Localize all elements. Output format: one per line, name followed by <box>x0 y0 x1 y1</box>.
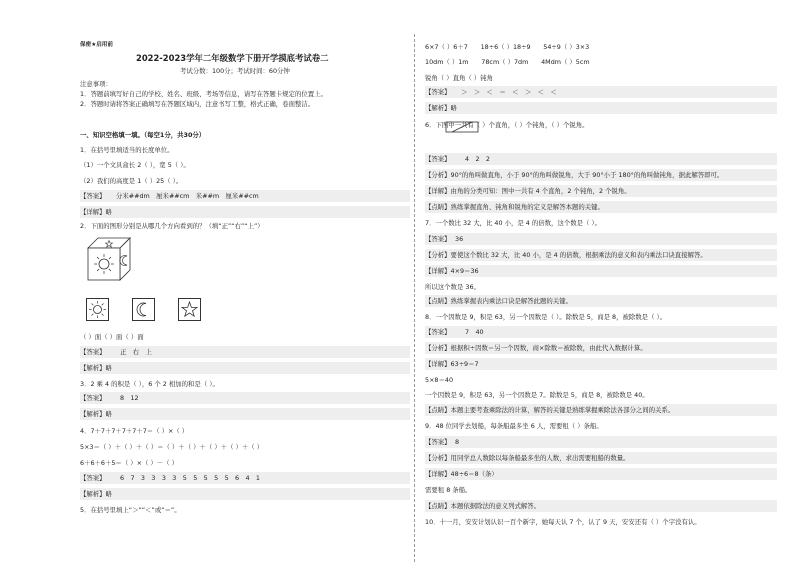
detail-text: 【详解】4×9＝36 <box>425 267 479 275</box>
question-blanks: （ ）面（ ）面（ ）面 <box>80 333 144 341</box>
question-sub: （2）我们的高度是 1（ ）25（ ）。 <box>80 177 183 185</box>
point-text: 【点睛】本题依据除法的意义列式解答。 <box>425 502 541 510</box>
question-sub: （1）一个文具盒长 2（ ），宽 5（ ）。 <box>80 161 190 169</box>
detail-row <box>425 265 777 277</box>
answer-label: 【答案】 <box>80 394 106 402</box>
detail-row <box>425 468 777 480</box>
point-text: 【点睛】熟练掌握表内乘法口诀是解答此题的关键。 <box>425 297 572 305</box>
answer-text: ＞ ＞ ＜ ＝ ＜ ＞ ＜ ＜ <box>461 88 557 96</box>
analysis-text: 【分析】根据积÷因数＝另一个因数，商×除数＝被除数，由此代入数据计算。 <box>425 344 647 352</box>
analysis-text: 【分析】用同学总人数除以每条船最多坐的人数，求出需要租船的数量。 <box>425 454 630 462</box>
result-text: 需要租 8 条船。 <box>425 486 472 494</box>
question-stem: 7．一个数比 32 大，比 40 小，是 4 的倍数，这个数是（ ）。 <box>425 219 602 227</box>
result-text: 所以这个数是 36。 <box>425 283 480 291</box>
question-stem: 2．下面的图形分别是从哪几个方向看到的？（填“正”“右”“上”） <box>80 222 264 230</box>
sun-icon <box>87 299 108 320</box>
analysis-text: 【分析】要使这个数比 32 大，比 40 小，是 4 的倍数，根据乘法的意义和表内乘法口诀直接解答。 <box>425 251 707 259</box>
analysis-text: 【分析】90°的角叫做直角，小于 90°的角叫做锐角，大于 90°小于 180°的角叫做钝角，据此解答即可。 <box>425 171 724 179</box>
answer-text: 36 <box>455 235 464 243</box>
question-stem: 4．7＋7＋7＋7＋7＋7＝（ ）×（ ） <box>80 427 189 435</box>
compare-row: 10dm（ ）1m 78cm（ ）7dm 4Mdm（ ）5cm <box>425 58 590 66</box>
question-stem: 9．48 位同学去划船，每条船最多坐 6 人，需要租（ ）条船。 <box>425 422 603 430</box>
detail-text: 【详解】48÷6＝8（条） <box>425 470 498 478</box>
detail-text: 【解析】略 <box>425 104 457 112</box>
answer-text: 7 40 <box>465 328 484 336</box>
star-icon <box>179 299 200 320</box>
question-stem: 1．在括号里填适当的长度单位。 <box>80 146 174 154</box>
detail-text: 【解析】略 <box>80 364 112 372</box>
detail-text: 【详解】63÷9＝7 <box>425 360 479 368</box>
notes-heading: 注意事项： <box>80 80 112 88</box>
answer-row <box>80 190 410 202</box>
cube-icon <box>86 236 132 282</box>
confidential-tag: 保密★启用前 <box>80 42 113 48</box>
answer-label: 【答案】 <box>80 348 106 356</box>
sun-view-box <box>86 298 109 321</box>
answer-row <box>80 392 410 404</box>
compare-row: 6×7（ ）6＋7 18÷6（ ）18÷9 54÷9（ ）3×3 <box>425 43 590 51</box>
section-heading: 一、知识空格填一填。（每空1分，共30分） <box>80 131 206 139</box>
question-stem: 3．2 乘 4 的积是（ ），6 个 2 相加的和是（ ）。 <box>80 380 219 388</box>
note-item: 1．答题前填写好自己的学校、姓名、班级、考场等信息，请写在答题卡规定的位置上。 <box>80 90 327 98</box>
point-text: 【点睛】熟练掌握直角、钝角和锐角的定义是解答本题的关键。 <box>425 203 604 211</box>
answer-label: 【答案】 <box>425 155 451 163</box>
column-divider <box>414 34 415 562</box>
point-row <box>425 500 777 512</box>
parallelogram-figure <box>445 118 479 137</box>
answer-text: 6 7 3 3 3 3 5 5 5 5 5 6 4 1 <box>120 474 261 482</box>
question-stem: 5．在括号里填上“＞”“＜”或“＝”。 <box>80 506 181 514</box>
detail-row <box>425 358 777 370</box>
detail-row <box>80 362 410 374</box>
detail-text: 【解析】略 <box>80 490 112 498</box>
point-row <box>425 295 777 307</box>
answer-label: 【答案】 <box>425 235 451 243</box>
compare-row: 锐角（ ）直角（ ）钝角 <box>425 74 493 82</box>
point-row <box>425 201 777 213</box>
question-stem: 8．一个因数是 9，积是 63，另一个因数是（ ）。除数是 5，商是 8，被除数是（ ）。 <box>425 313 667 321</box>
parallelogram-icon <box>445 121 479 133</box>
note-item: 2．答题时请将答案正确填写在答题区域内，注意书写工整，格式正确，卷面整洁。 <box>80 100 315 108</box>
detail-text: 【解析】略 <box>80 410 112 418</box>
answer-label: 【答案】 <box>425 328 451 336</box>
detail-text: 【详解】略 <box>80 208 112 216</box>
moon-icon <box>133 299 154 320</box>
analysis-row <box>425 169 777 181</box>
answer-row <box>425 233 777 245</box>
answer-row <box>425 86 777 98</box>
answer-row <box>80 346 410 358</box>
answer-label: 【答案】 <box>80 192 106 200</box>
detail-text: 【详解】由角的分类可知：图中一共有 4 个直角，2 个钝角，2 个锐角。 <box>425 187 631 195</box>
answer-row <box>425 153 777 165</box>
moon-view-box <box>132 298 155 321</box>
question-line: 5×3＝（ ）＋（ ）＋（ ）＝（ ）＋（ ）＋（ ）＋（ ）＋（ ） <box>80 443 264 451</box>
answer-label: 【答案】 <box>80 474 106 482</box>
exam-info: 考试分数：100分；考试时间：60分钟 <box>180 67 290 75</box>
detail-row <box>425 185 777 197</box>
cube-figure <box>86 236 132 282</box>
answer-text: 分米##dm 厘米##cm 米##m 厘米##cm <box>116 192 259 200</box>
detail-row <box>80 206 410 218</box>
question-line: 6＋6＋6＋5＝（ ）×（ ）－（ ） <box>80 459 179 467</box>
page-title: 2022-2023学年二年级数学下册开学摸底考试卷二 <box>136 53 329 63</box>
point-row <box>425 404 777 416</box>
detail-row <box>80 488 410 500</box>
answer-text: 8 <box>455 438 460 446</box>
analysis-row <box>425 452 777 464</box>
result-text: 一个因数是 9，积是 63，另一个因数是 7。除数是 5，商是 8，被除数是 40。 <box>425 391 649 399</box>
calc-text: 5×8＝40 <box>425 376 454 384</box>
detail-row <box>425 102 777 114</box>
answer-row <box>80 472 410 484</box>
answer-text: 4 2 2 <box>465 155 490 163</box>
answer-text: 正 右 上 <box>120 348 152 356</box>
point-text: 【点睛】本题主要考查乘除法的计算，解答的关键是熟练掌握乘除法各部分之间的关系。 <box>425 406 675 414</box>
analysis-row <box>425 342 777 354</box>
answer-label: 【答案】 <box>425 438 451 446</box>
answer-row <box>425 436 777 448</box>
star-view-box <box>178 298 201 321</box>
answer-label: 【答案】 <box>425 88 451 96</box>
analysis-row <box>425 249 777 261</box>
answer-text: 8 12 <box>120 394 139 402</box>
question-stem: 6．下图中一共有（ ）个直角，（ ）个钝角，（ ）个锐角。 <box>425 121 589 129</box>
answer-row <box>425 326 777 338</box>
question-stem: 10．十一月，安安计划认识一百个新字，她每天认 7 个，认了 9 天，安安还有（ ）个字没有认。 <box>425 518 701 526</box>
detail-row <box>80 408 410 420</box>
